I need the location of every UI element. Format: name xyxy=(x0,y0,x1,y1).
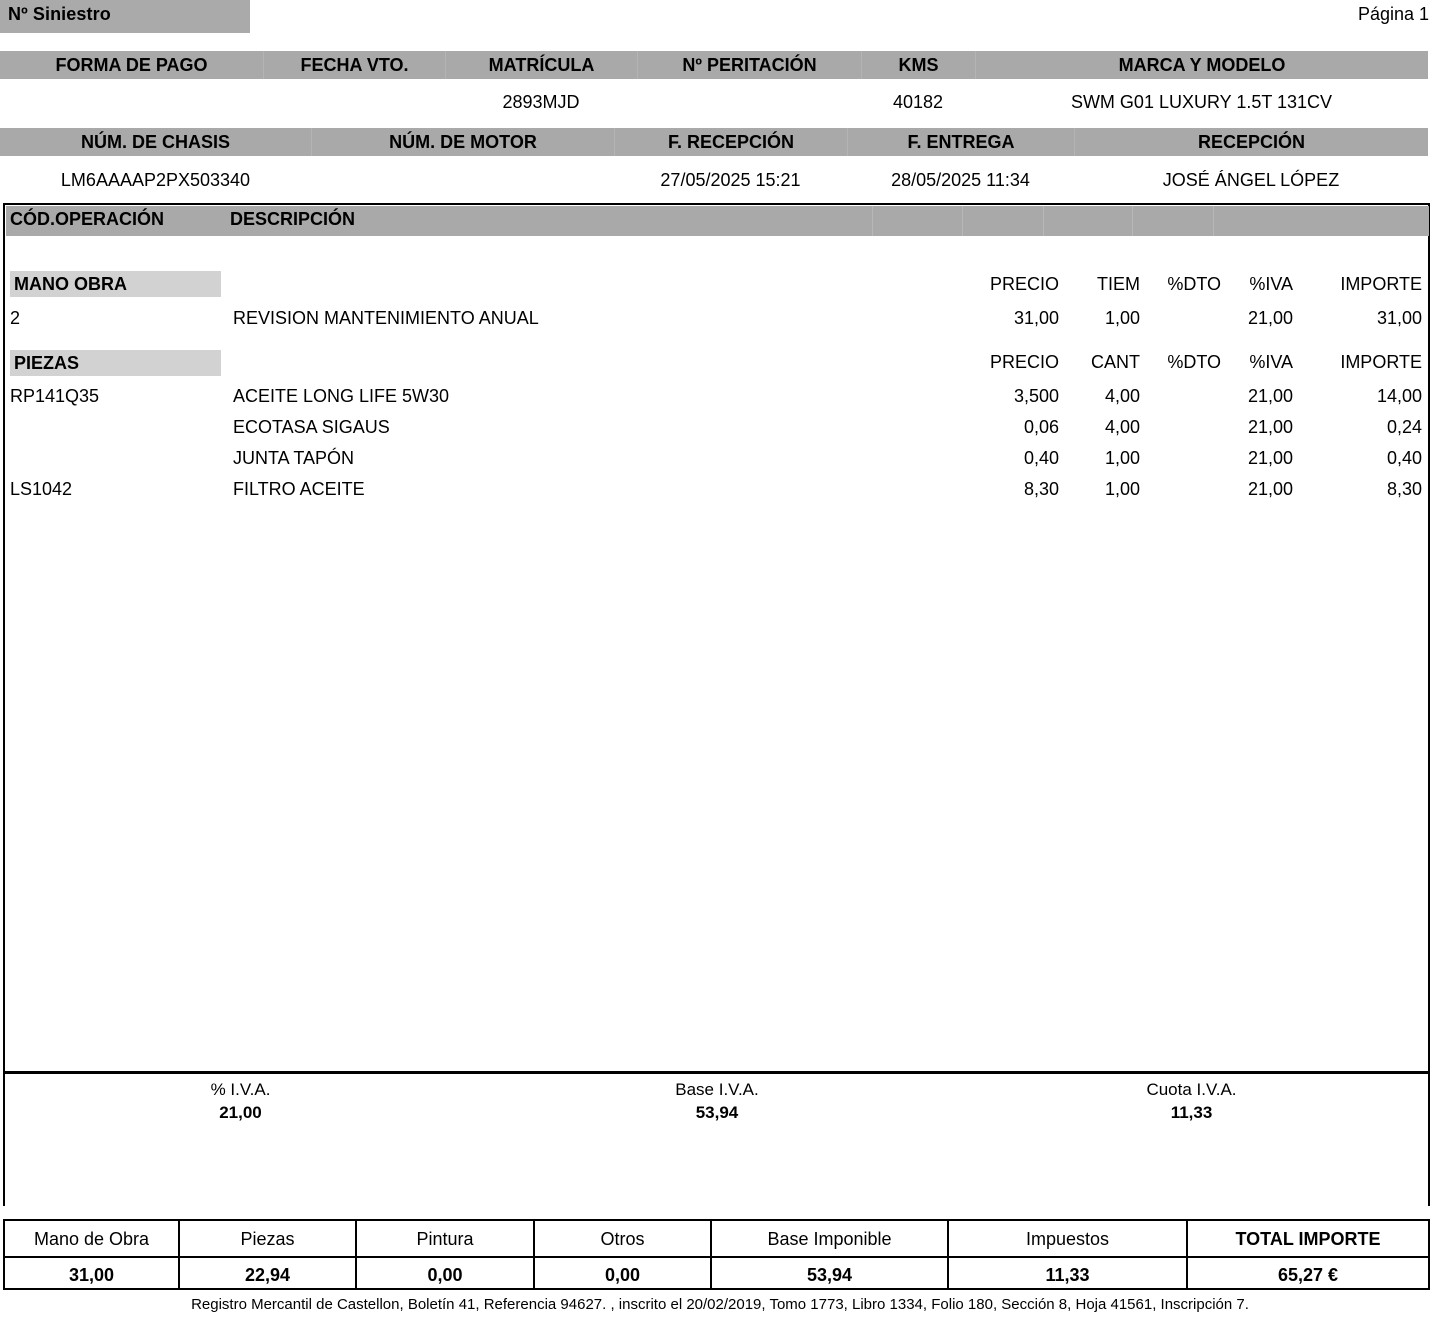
line-item-desc: ECOTASA SIGAUS xyxy=(233,417,390,437)
line-item-importe: 14,00 xyxy=(1376,386,1422,406)
iva-summary-box xyxy=(3,1071,1430,1206)
operations-code-header: CÓD.OPERACIÓN xyxy=(10,209,165,229)
line-item-cant: 1,00 xyxy=(1104,448,1140,468)
totals-header-mano-de-obra: Mano de Obra xyxy=(33,1229,150,1249)
colhdr-mo-importe: IMPORTE xyxy=(1340,274,1422,294)
value-kms: 40182 xyxy=(892,92,944,112)
iva-cuota-value: 11,33 xyxy=(1170,1103,1213,1122)
value-recepcion: JOSÉ ÁNGEL LÓPEZ xyxy=(1162,170,1340,190)
iva-percent-label: % I.V.A. xyxy=(210,1080,271,1099)
colhdr-pz-importe: IMPORTE xyxy=(1340,352,1422,372)
line-item-desc: REVISION MANTENIMIENTO ANUAL xyxy=(233,308,539,328)
operations-body xyxy=(3,203,1430,1071)
header-kms: KMS xyxy=(861,51,975,79)
value-matricula: 2893MJD xyxy=(502,92,580,112)
value-marca-y-modelo: SWM G01 LUXURY 1.5T 131CV xyxy=(1070,92,1333,112)
ops-separator-2 xyxy=(962,206,963,236)
header-num-motor: NÚM. DE MOTOR xyxy=(311,128,614,156)
value-num-chasis: LM6AAAAP2PX503340 xyxy=(60,170,251,190)
line-item-importe: 0,40 xyxy=(1386,448,1422,468)
header-num-chasis: NÚM. DE CHASIS xyxy=(80,132,230,152)
colhdr-pz-precio: PRECIO xyxy=(989,352,1059,372)
value-forma-de-pago xyxy=(0,89,263,115)
iva-cuota-column xyxy=(1099,1080,1284,1123)
section-label-mano-obra: MANO OBRA xyxy=(14,274,127,294)
value-f-recepcion: 27/05/2025 15:21 xyxy=(660,170,801,190)
footer-legal-text: Registro Mercantil de Castellon, Boletín 41, Referencia 94627. , inscrito el 20/02/2019, Tomo 1773, Libro 1334, Folio 180, Sección 8, Hoja 41561, Inscripción 7. xyxy=(191,1296,1249,1313)
line-item-importe: 8,30 xyxy=(1386,479,1422,499)
iva-base-label: Base I.V.A. xyxy=(675,1080,759,1099)
line-item-code: 2 xyxy=(10,308,21,328)
line-item-desc: FILTRO ACEITE xyxy=(233,479,365,499)
ops-separator-5 xyxy=(1213,206,1214,236)
totals-value-piezas: 22,94 xyxy=(244,1265,291,1285)
totals-value-total-importe: 65,27 € xyxy=(1277,1265,1339,1285)
line-item-precio: 3,500 xyxy=(1013,386,1059,406)
line-item-cant: 4,00 xyxy=(1104,386,1140,406)
colhdr-mo-iva: %IVA xyxy=(1249,274,1293,294)
totals-header-impuestos: Impuestos xyxy=(1025,1229,1110,1249)
header-f-recepcion: F. RECEPCIÓN xyxy=(614,128,847,156)
line-item-iva: 21,00 xyxy=(1247,448,1293,468)
value-f-entrega: 28/05/2025 11:34 xyxy=(891,170,1030,190)
page-number: Página 1 xyxy=(1357,4,1429,24)
value-num-motor xyxy=(311,167,614,193)
totals-header-total-importe: TOTAL IMPORTE xyxy=(1235,1229,1381,1249)
header-fecha-vto: FECHA VTO. xyxy=(263,51,445,79)
line-item-iva: 21,00 xyxy=(1247,417,1293,437)
header-forma-de-pago: FORMA DE PAGO xyxy=(55,55,208,75)
header-marca-y-modelo: MARCA Y MODELO xyxy=(975,51,1428,79)
line-item-iva: 21,00 xyxy=(1247,479,1293,499)
totals-value-mano-de-obra: 31,00 xyxy=(68,1265,115,1285)
line-item-precio: 0,06 xyxy=(1023,417,1059,437)
line-item-cant: 4,00 xyxy=(1104,417,1140,437)
iva-percent-column xyxy=(153,1080,328,1123)
vehicle-header-bar-1 xyxy=(0,51,1428,79)
colhdr-pz-cant: CANT xyxy=(1091,352,1140,372)
operations-description-header: DESCRIPCIÓN xyxy=(230,209,356,229)
line-item-precio: 8,30 xyxy=(1023,479,1059,499)
colhdr-mo-dto: %DTO xyxy=(1167,274,1221,294)
value-num-peritacion xyxy=(637,89,861,115)
totals-value-base-imponible: 53,94 xyxy=(806,1265,853,1285)
iva-base-column xyxy=(627,1080,807,1123)
totals-table xyxy=(3,1219,1430,1290)
totals-header-divider xyxy=(5,1256,1428,1258)
header-f-entrega: F. ENTREGA xyxy=(847,128,1074,156)
line-item-iva: 21,00 xyxy=(1247,308,1293,328)
ops-separator-1 xyxy=(872,206,873,236)
ops-separator-3 xyxy=(1043,206,1044,236)
line-item-tiem: 1,00 xyxy=(1104,308,1140,328)
iva-base-value: 53,94 xyxy=(695,1103,739,1122)
section-badge-piezas xyxy=(10,350,221,376)
line-item-cant: 1,00 xyxy=(1104,479,1140,499)
line-item-code: LS1042 xyxy=(10,479,73,499)
line-item-iva: 21,00 xyxy=(1247,386,1293,406)
section-badge-mano-obra xyxy=(10,271,221,297)
value-fecha-vto xyxy=(263,89,445,115)
line-item-precio: 0,40 xyxy=(1023,448,1059,468)
colhdr-mo-tiem: TIEM xyxy=(1097,274,1140,294)
totals-header-otros: Otros xyxy=(600,1229,645,1249)
totals-value-otros: 0,00 xyxy=(604,1265,641,1285)
totals-header-base-imponible: Base Imponible xyxy=(767,1229,892,1249)
iva-cuota-label: Cuota I.V.A. xyxy=(1146,1080,1237,1099)
totals-header-piezas: Piezas xyxy=(240,1229,295,1249)
line-item-importe: 0,24 xyxy=(1386,417,1422,437)
iva-percent-value: 21,00 xyxy=(219,1103,262,1122)
totals-header-pintura: Pintura xyxy=(416,1229,474,1249)
header-num-peritacion: Nº PERITACIÓN xyxy=(637,51,861,79)
line-item-code: RP141Q35 xyxy=(10,386,100,406)
claim-number-label: Nº Siniestro xyxy=(8,4,111,24)
section-label-piezas: PIEZAS xyxy=(14,353,80,373)
colhdr-pz-iva: %IVA xyxy=(1249,352,1293,372)
vehicle-header-bar-2 xyxy=(0,128,1428,156)
header-recepcion: RECEPCIÓN xyxy=(1074,128,1428,156)
colhdr-pz-dto: %DTO xyxy=(1167,352,1221,372)
totals-value-impuestos: 11,33 xyxy=(1045,1265,1090,1285)
line-item-importe: 31,00 xyxy=(1376,308,1422,328)
totals-value-pintura: 0,00 xyxy=(427,1265,463,1285)
line-item-desc: JUNTA TAPÓN xyxy=(233,448,355,468)
line-item-desc: ACEITE LONG LIFE 5W30 xyxy=(233,386,450,406)
operations-header-bar xyxy=(6,206,1429,236)
ops-separator-4 xyxy=(1132,206,1133,236)
line-item-precio: 31,00 xyxy=(1013,308,1059,328)
colhdr-mo-precio: PRECIO xyxy=(989,274,1059,294)
header-matricula: MATRÍCULA xyxy=(445,51,637,79)
